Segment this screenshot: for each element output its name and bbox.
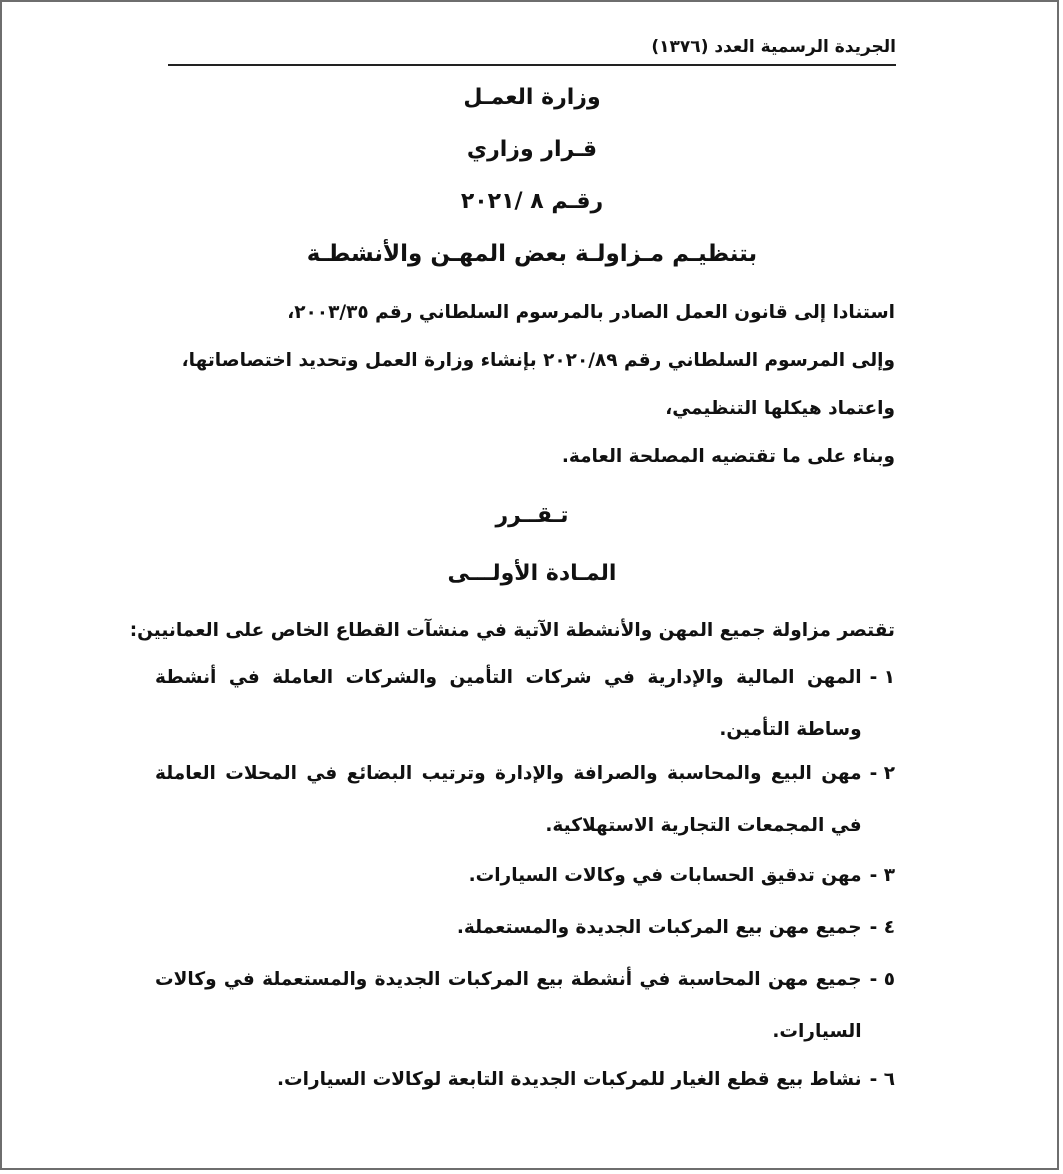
- decision-type: قـرار وزاري: [466, 137, 598, 162]
- list-item-text: جميع مهن المحاسبة في أنشطة بيع المركبات الجديدة والمستعملة في وكالات السيارات.: [155, 969, 862, 1042]
- article-intro: تقتصر مزاولة جميع المهن والأنشطة الآتية في منشآت القطاع الخاص على العمانيين:: [129, 620, 895, 641]
- list-item-number: ٦ -: [869, 1069, 895, 1090]
- preamble-line-3: واعتماد هيكلها التنظيمي،: [665, 398, 895, 419]
- gazette-header: الجريدة الرسمية العدد (١٣٧٦): [168, 34, 896, 66]
- list-item-number: ٣ -: [869, 865, 895, 886]
- list-item: [155, 954, 895, 1058]
- list-item-text: مهن تدقيق الحسابات في وكالات السيارات.: [468, 865, 862, 886]
- list-item-number: ٢ -: [869, 763, 895, 784]
- preamble-line-1: استنادا إلى قانون العمل الصادر بالمرسوم السلطاني رقم ٢٠٠٣/٣٥،: [287, 302, 895, 323]
- list-item-text: جميع مهن بيع المركبات الجديدة والمستعملة.: [456, 917, 862, 938]
- decides-heading: تـقــرر: [495, 503, 569, 528]
- list-item: [155, 902, 895, 954]
- list-item: [155, 748, 895, 852]
- list-item-text: مهن البيع والمحاسبة والصرافة والإدارة وترتيب البضائع في المحلات العاملة في المجمعات التجارية الاستهلاكية.: [155, 763, 862, 836]
- list-item: [155, 1054, 895, 1106]
- preamble-line-4: وبناء على ما تقتضيه المصلحة العامة.: [561, 446, 895, 467]
- list-item-text: المهن المالية والإدارية في شركات التأمين والشركات العاملة في أنشطة وساطة التأمين.: [155, 667, 862, 740]
- list-item: [155, 652, 895, 756]
- list-item: [155, 850, 895, 902]
- decision-subject: بتنظيـم مـزاولـة بعض المهـن والأنشطـة: [306, 241, 758, 267]
- list-item-number: ٤ -: [869, 917, 895, 938]
- article-title: المـادة الأولـــى: [447, 561, 617, 586]
- list-item-number: ٥ -: [869, 969, 895, 990]
- decision-number: رقـم ٨ /٢٠٢١: [460, 189, 604, 214]
- ministry-title: وزارة العمـل: [463, 85, 601, 110]
- list-item-number: ١ -: [869, 667, 895, 688]
- list-item-text: نشاط بيع قطع الغيار للمركبات الجديدة التابعة لوكالات السيارات.: [276, 1069, 862, 1090]
- preamble-line-2: وإلى المرسوم السلطاني رقم ٢٠٢٠/٨٩ بإنشاء وزارة العمل وتحديد اختصاصاتها،: [181, 350, 895, 371]
